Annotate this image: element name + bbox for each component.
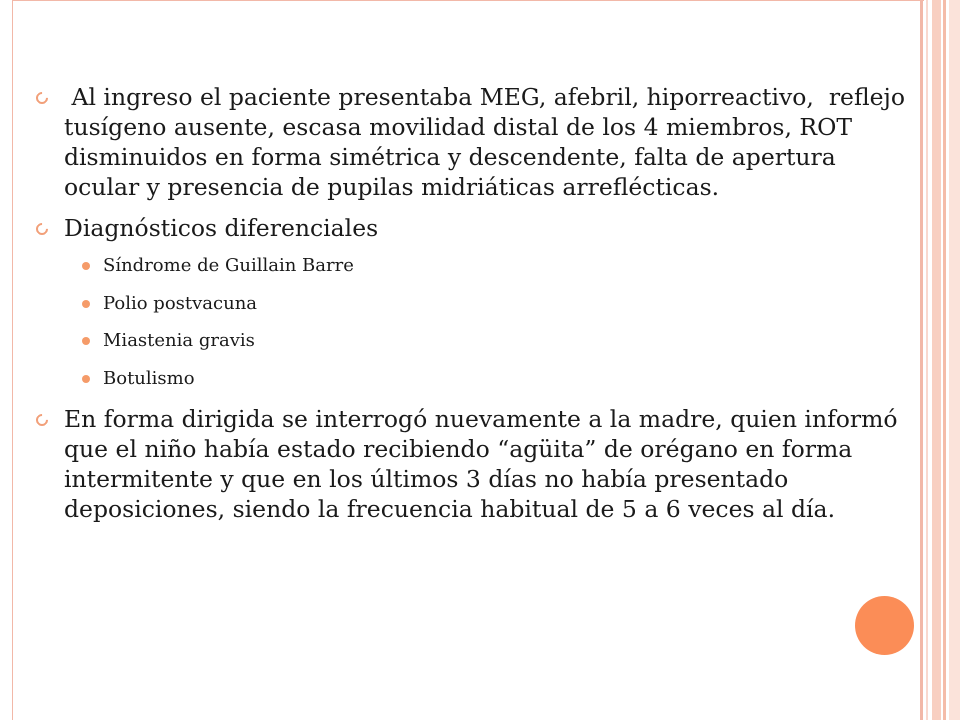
decor-stripe xyxy=(926,0,928,720)
bullet-text: Al ingreso el paciente presentaba MEG, afebril, hiporreactivo, reflejo tusígeno ausente, escasa movilidad distal de los 4 miembros, ROT disminuidos en forma simétrica y descendente, falta de apertura ocular y presencia de pupilas midriáticas arreflécticas. xyxy=(64,83,905,201)
bullet-admission xyxy=(36,82,916,202)
bullet-history xyxy=(36,404,916,524)
list-item xyxy=(36,367,916,391)
list-item-text: Síndrome de Guillain Barre xyxy=(103,255,354,276)
list-item-text: Miastenia gravis xyxy=(103,330,255,351)
bullet-marker-icon xyxy=(34,90,51,107)
dot-bullet-icon xyxy=(82,337,90,345)
list-item-text: Polio postvacuna xyxy=(103,292,258,314)
bullet-text: Diagnósticos diferenciales xyxy=(64,214,379,242)
slide-body xyxy=(36,82,916,535)
bullet-marker-icon xyxy=(34,221,51,238)
bullet-text: En forma dirigida se interrogó nuevamente a la madre, quien informó que el niño había estado recibiendo “agüita” de orégano en forma intermitente y que en los últimos 3 días no había presentado deposiciones, siendo la frecuencia habitual de 5 a 6 veces al día. xyxy=(64,405,898,523)
list-item xyxy=(36,292,916,316)
list-item xyxy=(36,329,916,353)
frame-left-line xyxy=(12,0,13,720)
differential-list xyxy=(36,254,916,391)
decor-stripe xyxy=(932,0,941,720)
bullet-differential xyxy=(36,213,916,243)
dot-bullet-icon xyxy=(82,300,90,308)
bullet-marker-icon xyxy=(34,412,51,429)
list-item-text: Botulismo xyxy=(103,367,195,389)
decor-stripe xyxy=(943,0,946,720)
decor-circle xyxy=(855,596,914,655)
decor-stripe xyxy=(920,0,923,720)
decor-stripe xyxy=(949,0,960,720)
dot-bullet-icon xyxy=(82,375,90,383)
frame-top-line xyxy=(12,0,924,1)
list-item xyxy=(36,254,916,278)
dot-bullet-icon xyxy=(82,262,90,270)
